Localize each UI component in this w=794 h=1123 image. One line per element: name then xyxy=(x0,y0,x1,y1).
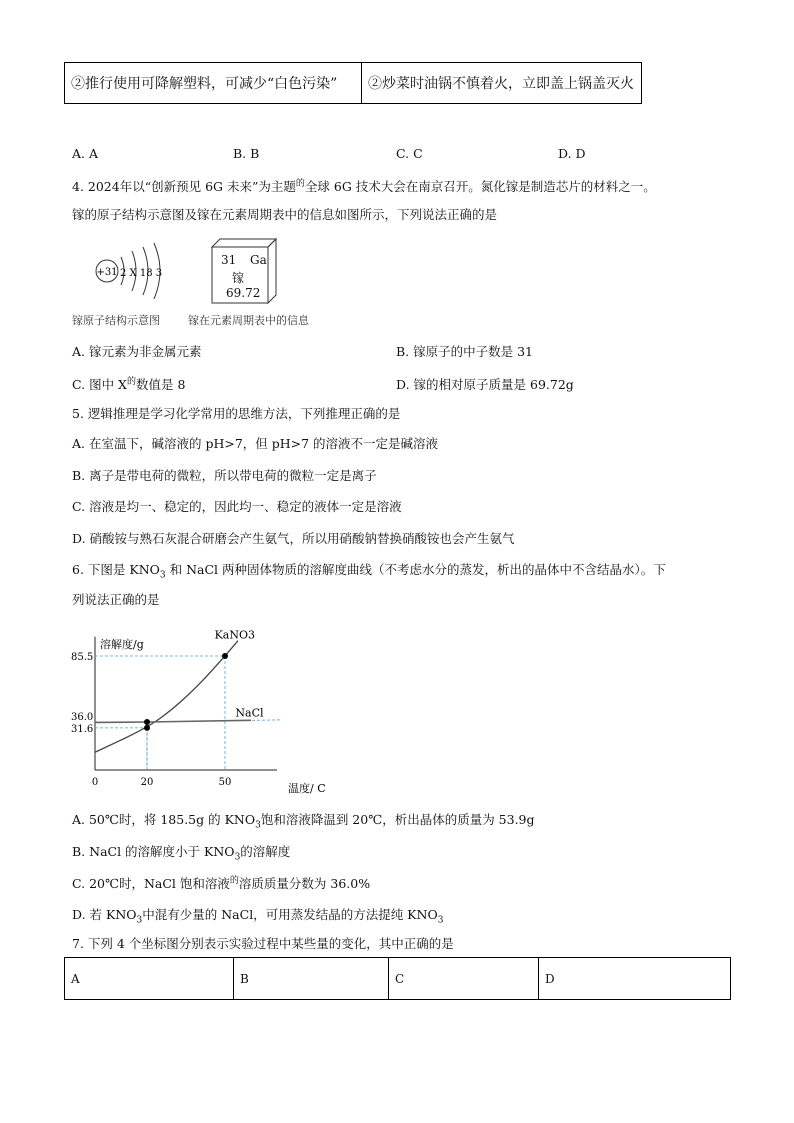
atom-caption: 镓原子结构示意图 xyxy=(72,314,160,327)
chart-xlabel: 温度/ C xyxy=(288,782,326,795)
q4-stem-b: 全球 6G 技术大会在南京召开。氮化镓是制造芯片的材料之一。 xyxy=(304,179,656,194)
q6-stem-b: 和 NaCl 两种固体物质的溶解度曲线（不考虑水分的蒸发，析出的晶体中不含结晶水）。下 xyxy=(165,562,666,577)
q6-option-d-sub2: 3 xyxy=(437,915,444,926)
solubility-chart xyxy=(70,620,350,800)
q3-option-c: C. C xyxy=(396,146,423,161)
q6-option-d-2: 中混有少量的 NaCl，可用蒸发结晶的方法提纯 KNO xyxy=(142,907,438,922)
q3-option-d: D. D xyxy=(558,146,586,161)
data-point-2 xyxy=(222,653,228,659)
q6-option-c-2: 溶质质量分数为 36.0% xyxy=(238,876,371,891)
q4-option-c xyxy=(72,375,185,393)
q5-stem: 5. 逻辑推理是学习化学常用的思维方法，下列推理正确的是 xyxy=(72,406,401,421)
q4-option-b: B. 镓原子的中子数是 31 xyxy=(396,344,534,359)
q6-option-c-de: 的 xyxy=(229,876,239,886)
series-line-0 xyxy=(95,641,238,753)
q4-option-a: A. 镓元素为非金属元素 xyxy=(72,344,202,359)
atom-structure-diagram xyxy=(90,240,180,302)
q4-stem-a: 4. 2024年以“创新预见 6G 未来”为主题 xyxy=(72,179,296,194)
q6-stem-a: 6. 下图是 KNO xyxy=(72,562,160,577)
q6-option-a-1: A. 50℃时，将 185.5g 的 KNO xyxy=(72,812,256,827)
x-tick-label-0: 0 xyxy=(91,777,99,788)
series-label-0: KaNO3 xyxy=(214,628,256,642)
q6-option-b xyxy=(72,842,290,863)
q5-option-b: B. 离子是带电荷的微粒，所以带电荷的微粒一定是离子 xyxy=(72,468,377,483)
data-point-0 xyxy=(144,719,150,725)
q6-option-c-1: C. 20℃时，NaCl 饱和溶液 xyxy=(72,876,230,891)
atom-shell-label: 2 X 18 3 xyxy=(120,268,163,279)
q5-option-a: A. 在室温下，碱溶液的 pH>7，但 pH>7 的溶液不一定是碱溶液 xyxy=(72,436,439,451)
q6-option-d xyxy=(72,905,443,926)
table-cell-right: ②炒菜时油锅不慎着火，立即盖上锅盖灭火 xyxy=(361,62,642,104)
element-name: 镓 xyxy=(232,271,245,285)
element-symbol: Ga xyxy=(250,253,267,267)
q6-option-a-2: 饱和溶液降温到 20℃，析出晶体的质量为 53.9g xyxy=(260,812,535,827)
series-label-1: NaCl xyxy=(235,706,264,720)
q6-option-a-sub: 3 xyxy=(255,820,261,831)
q7-stem: 7. 下列 4 个坐标图分别表示实验过程中某些量的变化，其中正确的是 xyxy=(72,936,454,951)
q7-cell-c: C xyxy=(388,957,539,1000)
q7-cell-d: D xyxy=(538,957,731,1000)
q6-stem-sub: 3 xyxy=(159,570,166,581)
y-tick-label-0: 31.6 xyxy=(71,723,94,735)
q6-option-a xyxy=(72,810,535,831)
q4-stem-de: 的 xyxy=(295,179,305,189)
q5-option-c: C. 溶液是均一、稳定的，因此均一、稳定的液体一定是溶液 xyxy=(72,499,402,514)
element-number: 31 xyxy=(221,253,237,267)
chart-ylabel: 溶解度/g xyxy=(100,638,144,651)
q3-option-a: A. A xyxy=(72,146,99,161)
atom-nucleus-label: +31 xyxy=(96,267,118,278)
q6-option-b-2: 的溶解度 xyxy=(240,844,291,859)
q6-option-d-sub: 3 xyxy=(136,915,143,926)
data-point-1 xyxy=(144,725,150,731)
q4-stem-line1 xyxy=(72,177,656,195)
q4-option-c-a: C. 图中 X xyxy=(72,377,127,392)
element-mass: 69.72 xyxy=(226,286,261,300)
q4-option-c-de: 的 xyxy=(126,377,136,387)
x-tick-label-1: 20 xyxy=(140,777,154,788)
x-tick-label-2: 50 xyxy=(218,777,232,788)
q4-stem-line2: 镓的原子结构示意图及镓在元素周期表中的信息如图所示，下列说法正确的是 xyxy=(72,207,498,222)
q3-option-b: B. B xyxy=(233,146,260,161)
series-line-1 xyxy=(95,720,251,722)
q7-cell-a: A xyxy=(64,957,234,1000)
q7-cell-b: B xyxy=(233,957,389,1000)
element-caption: 镓在元素周期表中的信息 xyxy=(188,314,309,327)
y-tick-label-2: 85.5 xyxy=(71,652,94,663)
q6-stem-line2: 列说法正确的是 xyxy=(72,592,160,607)
table-cell-left: ②推行使用可降解塑料，可减少“白色污染” xyxy=(64,62,362,104)
q6-option-c xyxy=(72,874,370,892)
q4-option-d: D. 镓的相对原子质量是 69.72g xyxy=(396,377,574,392)
q6-option-d-1: D. 若 KNO xyxy=(72,907,137,922)
q5-option-d: D. 硝酸铵与熟石灰混合研磨会产生氨气，所以用硝酸钠替换硝酸铵也会产生氨气 xyxy=(72,531,515,546)
q6-stem-line1 xyxy=(72,560,666,581)
q6-option-b-1: B. NaCl 的溶解度小于 KNO xyxy=(72,844,235,859)
q6-option-b-sub: 3 xyxy=(234,852,241,863)
y-tick-label-1: 36.0 xyxy=(71,712,94,723)
q4-option-c-b: 数值是 8 xyxy=(135,377,186,392)
